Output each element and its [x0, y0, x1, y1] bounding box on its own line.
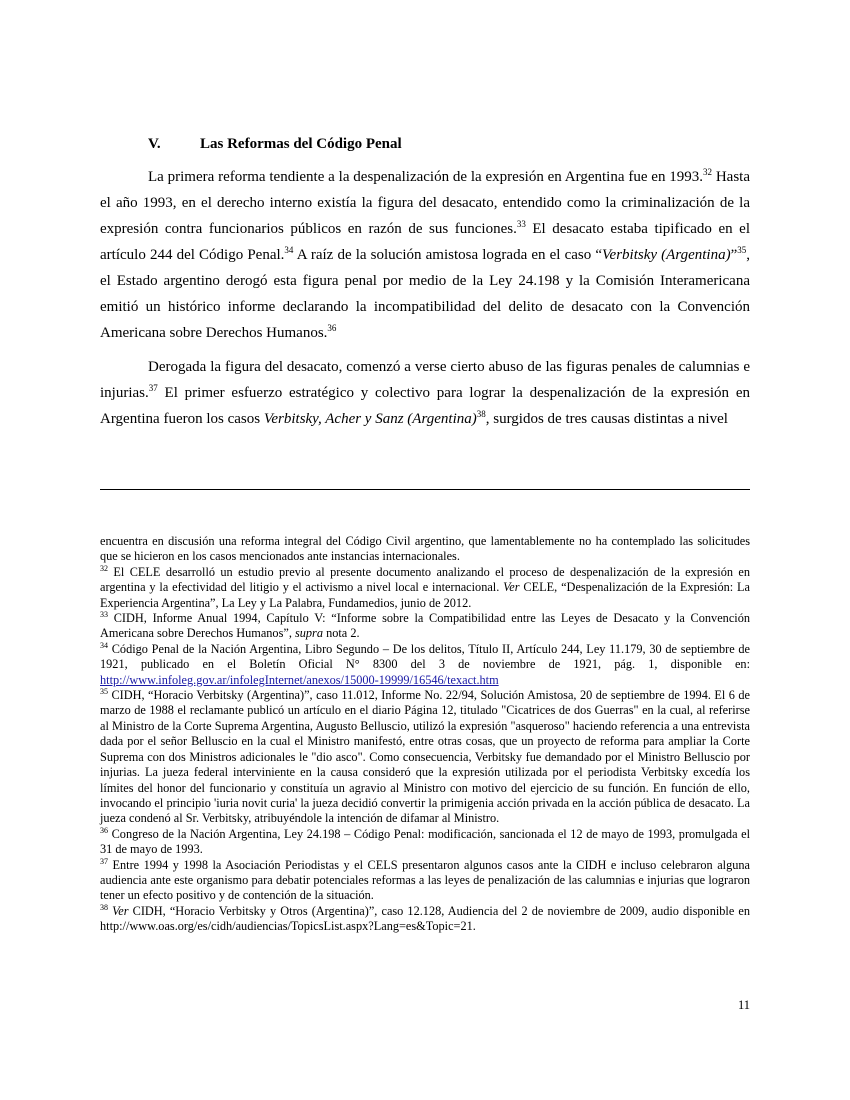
case-names-verbitsky-acher-sanz: Verbitsky, Acher y Sanz (Argentina): [263, 411, 477, 427]
section-heading: [148, 134, 402, 154]
footnote-number: 37: [100, 856, 108, 866]
p2-text-a: Derogada la figura del desacato, comenzó a verse cierto abuso de las figuras penales de calumnias e injurias.: [100, 359, 750, 401]
footnote-text: CELE, “Despenalización de la Expresión: La Experiencia Argentina”, La Ley y La Palabra, Fundamedios, junio de 2012.: [100, 580, 750, 610]
footnote-ref-38[interactable]: 38: [476, 409, 486, 419]
footnote-number: 32: [100, 563, 108, 573]
footnotes: [100, 534, 750, 935]
footnote-text: CIDH, “Horacio Verbitsky (Argentina)”, caso 11.012, Informe No. 22/94, Solución Amistosa, 20 de septiembre de 1994. El 6 de marzo de 1988 el reclamante publicó un artículo en el diario Página 12, titulado "Cicatrices de dos Guerras" en la cual, al referirse al Ministro de la Corte Suprema Argentina, Augusto Belluscio, utilizó la expresión "asqueroso" haciendo referencia a una entrevista dada por el señor Belluscio en la cual el Ministro manifestó, entre otras cosas, que un proyecto de reforma para ampliar la Corte Suprema con dos Ministros adicionales le "dio asco". Como consecuencia, Verbitsky fue demandado por el Ministro Belluscio por injurias. La jueza federal interviniente en la causa consideró que la expresión utilizada por el periodista Verbitsky excedía los límites del honor del funcionario y constituía un agravio al Ministro con motivo del ejercicio de su función. En función de ello, invocando el principio 'iuria novit curia' la jueza decidió convertir la primigenia acción privada en la acción pública de desacato. La jueza condenó al Sr. Verbitsky, atribuyéndole la intención de difamar al Ministro.: [100, 688, 750, 826]
footnote-36: [100, 827, 750, 858]
page-number: 11: [737, 998, 750, 1012]
footnote-continuation: encuentra en discusión una reforma integral del Código Civil argentino, que lamentablemente no ha contemplado las solicitudes que se hicieron en los casos mencionados ante instancias internacionales.: [100, 534, 750, 564]
footnote-ref-32[interactable]: 32: [703, 167, 713, 177]
footnote-text: Código Penal de la Nación Argentina, Libro Segundo – De los delitos, Título II, Artículo 244, Ley 11.179, 30 de septiembre de 1921, publicado en el Boletín Oficial N° 8300 del 3 de noviembre de 1921, pág. 1, disponible en:: [100, 641, 750, 672]
footnote-ref-37[interactable]: 37: [148, 383, 158, 393]
footnote-ver: Ver: [503, 580, 520, 595]
footnote-text: CIDH, “Horacio Verbitsky y Otros (Argentina)”, caso 12.128, Audiencia del 2 de noviembre de 2009, audio disponible en http://www.oas.org/es/cidh/audiencias/TopicsList.aspx?Lang=es&Topic=21.: [100, 903, 750, 934]
footnote-number: 33: [100, 609, 108, 619]
body-text: [100, 164, 750, 432]
p1-text-a: La primera reforma tendiente a la despenalización de la expresión en Argentina fue en 1993.: [148, 169, 704, 185]
footnote-ref-33[interactable]: 33: [516, 219, 526, 229]
footnote-38: [100, 904, 750, 935]
footnote-text: Congreso de la Nación Argentina, Ley 24.198 – Código Penal: modificación, sancionada el 12 de mayo de 1993, promulgada el 31 de mayo de 1993.: [100, 826, 750, 857]
infoleg-link[interactable]: http://www.infoleg.gov.ar/infolegInternet/anexos/15000-19999/16546/texact.htm: [100, 672, 499, 687]
footnote-number: 34: [100, 640, 108, 650]
footnote-supra: supra: [294, 626, 323, 641]
footnote-35: [100, 688, 750, 827]
footnote-ref-36[interactable]: 36: [327, 323, 337, 333]
p1-text-b: Hasta el año 1993, en el derecho interno existía la figura del desacato, entendido como la criminalización de la expresión contra funcionarios públicos en razón de sus funciones.: [100, 169, 751, 237]
p1-text-d: A raíz de la solución amistosa lograda en el caso “: [293, 247, 603, 263]
p2-text-c: , surgidos de tres causas distintas a nivel: [485, 411, 728, 427]
section-number: V.: [148, 136, 161, 152]
footnote-32: [100, 565, 750, 611]
p2-text-b: El primer esfuerzo estratégico y colectivo para lograr la despenalización de la expresión en Argentina fueron los casos: [100, 385, 750, 427]
footnote-number: 36: [100, 825, 108, 835]
footnote-text: Entre 1994 y 1998 la Asociación Periodistas y el CELS presentaron algunos casos ante la CIDH e incluso celebraron alguna audiencia ante este organismo para debatir potenciales reformas a las leyes de penalización de las calumnias e injurias que lograron tener un efecto positivo y de contención de la situación.: [100, 857, 750, 903]
footnote-separator: [100, 489, 750, 490]
p1-text-e: ”: [730, 247, 738, 263]
p1-text-f: , el Estado argentino derogó esta figura penal por medio de la Ley 24.198 y la Comisión Interamericana emitió un histórico informe declarando la incompatibilidad del delito de desacato con la Convención Americana sobre Derechos Humanos.: [100, 247, 751, 341]
paragraph-2: [100, 354, 750, 432]
footnote-text: El CELE desarrolló un estudio previo al presente documento analizando el proceso de despenalización de la expresión en argentina y la efectividad del litigio y el activismo a nivel local e internacional.: [100, 564, 750, 595]
footnote-ref-34[interactable]: 34: [284, 245, 294, 255]
section-title: Las Reformas del Código Penal: [200, 136, 402, 152]
footnote-ref-35[interactable]: 35: [737, 245, 747, 255]
footnote-33: [100, 611, 750, 642]
footnote-ver: Ver: [112, 903, 129, 918]
footnote-number: 35: [100, 686, 108, 696]
p1-text-c: El desacato estaba tipificado en el artículo 244 del Código Penal.: [100, 221, 750, 263]
paragraph-1: [100, 164, 750, 346]
footnote-number: 38: [100, 902, 108, 912]
footnote-text: CIDH, Informe Anual 1994, Capítulo V: “Informe sobre la Compatibilidad entre las Leyes de Desacato y la Convención Americana sobre Derechos Humanos”,: [100, 611, 750, 641]
footnote-34: [100, 642, 750, 688]
case-name-verbitsky: Verbitsky (Argentina): [602, 247, 731, 263]
footnote-37: [100, 858, 750, 904]
footnote-text: nota 2.: [323, 626, 360, 641]
